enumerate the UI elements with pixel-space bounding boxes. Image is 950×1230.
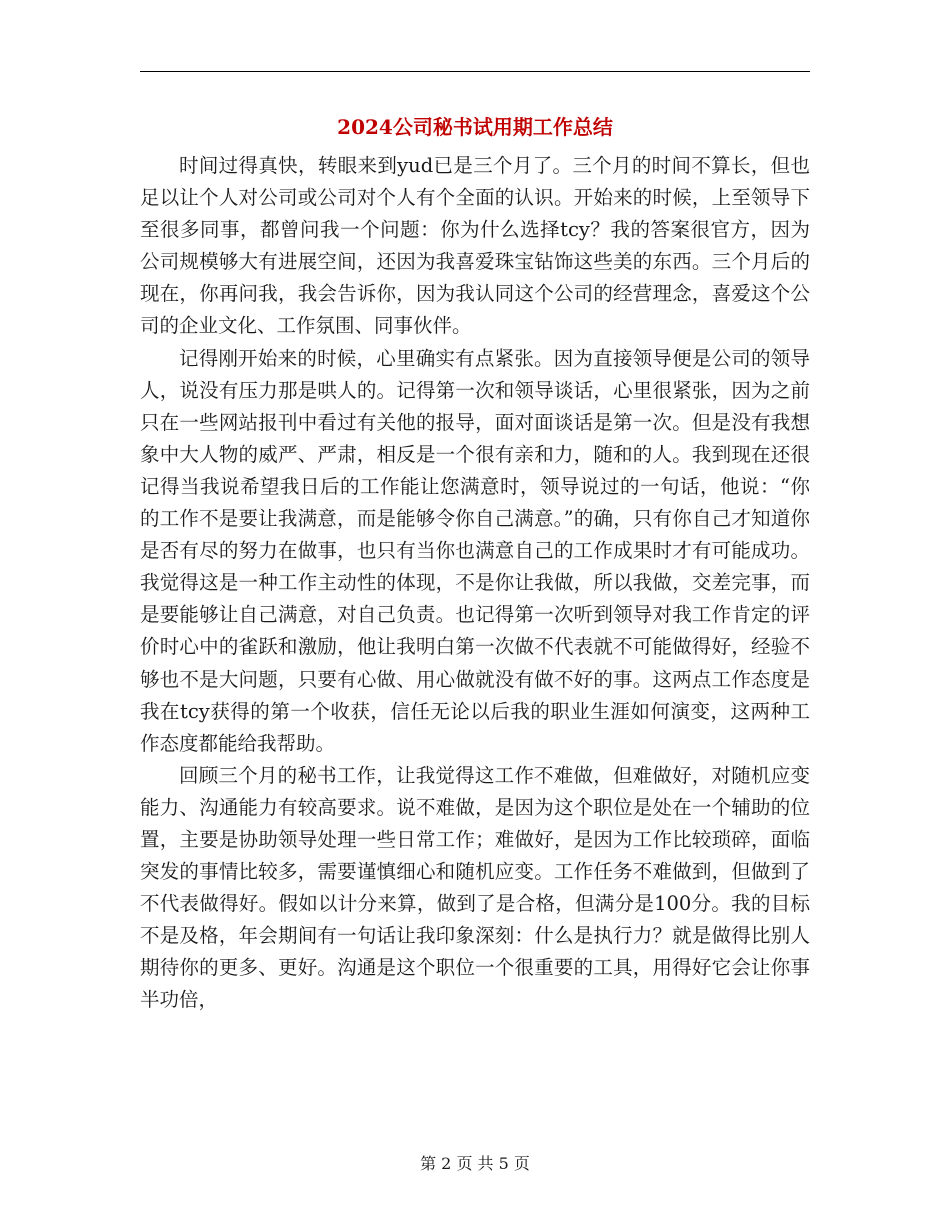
paragraph-2: 记得刚开始来的时候，心里确实有点紧张。因为直接领导便是公司的领导人，说没有压力那是哄人的。记得第一次和领导谈话，心里很紧张，因为之前只在一些网站报刊中看过有关他的报导，面对面谈话是第一次。但是没有我想象中大人物的威严、严肃，相反是一个很有亲和力，随和的人。我到现在还很记得当我说希望我日后的工作能让您满意时，领导说过的一句话，他说：“你的工作不是要让我满意，而是能够令你自己满意。”的确，只有你自己才知道你是否有尽的努力在做事，也只有当你也满意自己的工作成果时才有可能成功。我觉得这是一种工作主动性的体现，不是你让我做，所以我做，交差完事，而是要能够让自己满意，对自己负责。也记得第一次听到领导对我工作肯定的评价时心中的雀跃和激励，他让我明白第一次做不代表就不可能做得好，经验不够也不是大问题，只要有心做、用心做就没有做不好的事。这两点工作态度是我在tcy获得的第一个收获，信任无论以后我的职业生涯如何演变，这两种工作态度都能给我帮助。 (140, 346, 810, 755)
header-rule (140, 71, 810, 72)
document-title: 2024公司秘书试用期工作总结 (337, 115, 613, 139)
page-number: 第 2 页 共 5 页 (420, 1154, 530, 1173)
paragraph-3: 回顾三个月的秘书工作，让我觉得这工作不难做，但难做好，对随机应变能力、沟通能力有较高要求。说不难做，是因为这个职位是处在一个辅助的位置，主要是协助领导处理一些日常工作；难做好，是因为工作比较琐碎，面临突发的事情比较多，需要谨慎细心和随机应变。工作任务不难做到，但做到了不代表做得好。假如以计分来算，做到了是合格，但满分是100分。我的目标不是及格，年会期间有一句话让我印象深刻：什么是执行力？就是做得比别人期待你的更多、更好。沟通是这个职位一个很重要的工具，用得好它会让你事半功倍， (140, 763, 810, 1012)
document-body (140, 150, 810, 1017)
paragraph-1: 时间过得真快，转眼来到yud已是三个月了。三个月的时间不算长，但也足以让个人对公司或公司对个人有个全面的认识。开始来的时候，上至领导下至很多同事，都曾问我一个问题：你为什么选择tcy？我的答案很官方，因为公司规模够大有进展空间，还因为我喜爱珠宝钻饰这些美的东西。三个月后的现在，你再问我，我会告诉你，因为我认同这个公司的经营理念，喜爱这个公司的企业文化、工作氛围、同事伙伴。 (140, 154, 810, 338)
